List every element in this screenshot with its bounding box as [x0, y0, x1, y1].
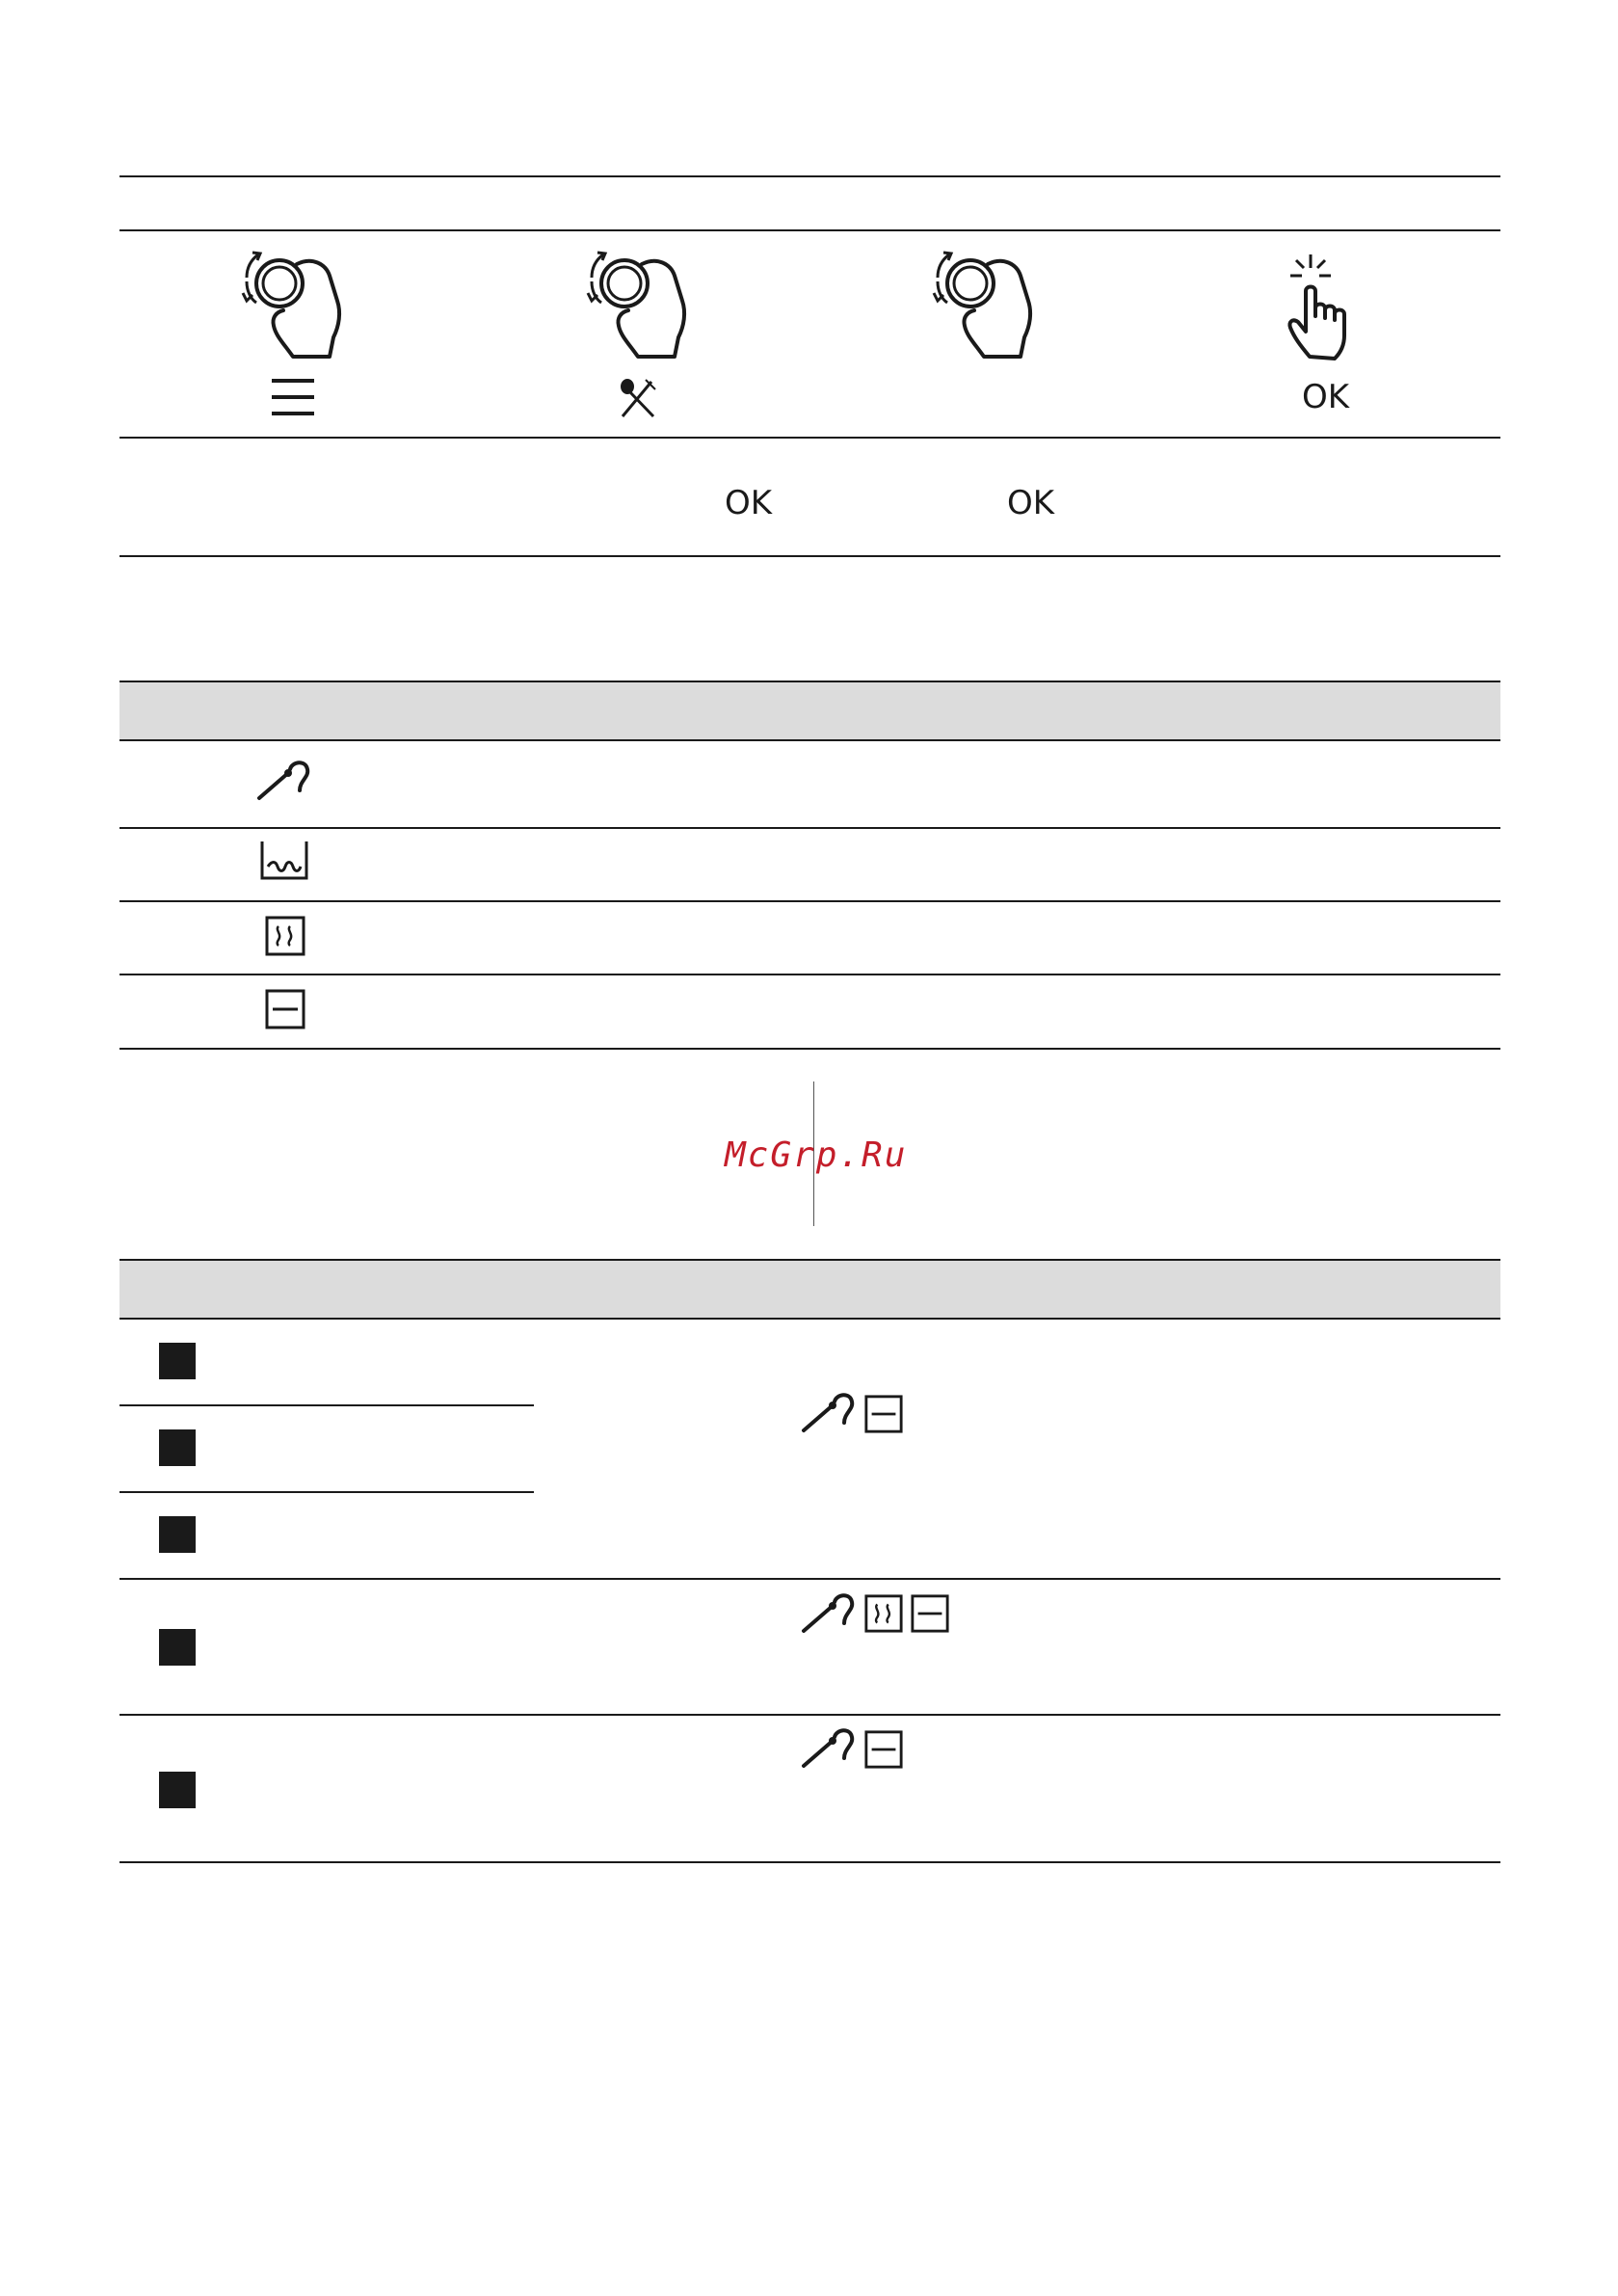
press-finger-icon	[1277, 249, 1364, 374]
table1-header-top-rule	[119, 681, 1500, 682]
core-probe-icon	[800, 1727, 858, 1770]
rotate-knob-hand-icon	[920, 243, 1036, 368]
steps-header-rule	[119, 229, 1500, 231]
confirm-rule	[119, 555, 1500, 557]
level-marker	[159, 1629, 196, 1666]
table1-row-rule	[119, 974, 1500, 975]
water-tray-icon	[258, 840, 310, 882]
cutlery-icon	[617, 378, 659, 418]
ok-label-2: OK	[1007, 484, 1055, 522]
table2-row-rule	[119, 1714, 1500, 1716]
table2-bottom-rule	[119, 1861, 1500, 1863]
level-rule	[119, 1491, 534, 1493]
level-marker	[159, 1516, 196, 1553]
watermark: McGrp.Ru	[725, 1135, 908, 1175]
table1-row-rule	[119, 827, 1500, 829]
bottom-heat-icon	[863, 1729, 904, 1770]
level-marker	[159, 1343, 196, 1379]
table2-header	[119, 1259, 1500, 1319]
menu-icon	[270, 377, 316, 419]
core-probe-icon	[800, 1392, 858, 1434]
rotate-knob-hand-icon	[229, 243, 345, 368]
table2-header-top-rule	[119, 1259, 1500, 1261]
bottom-heat-icon	[863, 1394, 904, 1434]
ok-label: OK	[1302, 378, 1350, 416]
ok-label-1: OK	[725, 484, 773, 522]
table1-header-bottom-rule	[119, 739, 1500, 741]
bottom-heat-icon	[910, 1593, 950, 1634]
bottom-heat-icon	[264, 988, 306, 1030]
rotate-knob-hand-icon	[574, 243, 690, 368]
top-rule	[119, 175, 1500, 177]
table2-header-bottom-rule	[119, 1318, 1500, 1320]
table1-header	[119, 681, 1500, 740]
steam-heat-icon	[264, 915, 306, 957]
level-marker	[159, 1429, 196, 1466]
core-probe-icon	[255, 760, 313, 802]
level-marker	[159, 1772, 196, 1808]
table1-row-rule	[119, 900, 1500, 902]
steam-heat-icon	[863, 1593, 904, 1634]
steps-rule	[119, 437, 1500, 439]
core-probe-icon	[800, 1592, 858, 1635]
table1-bottom-rule	[119, 1048, 1500, 1050]
level-rule	[119, 1404, 534, 1406]
table2-row-rule	[119, 1578, 1500, 1580]
